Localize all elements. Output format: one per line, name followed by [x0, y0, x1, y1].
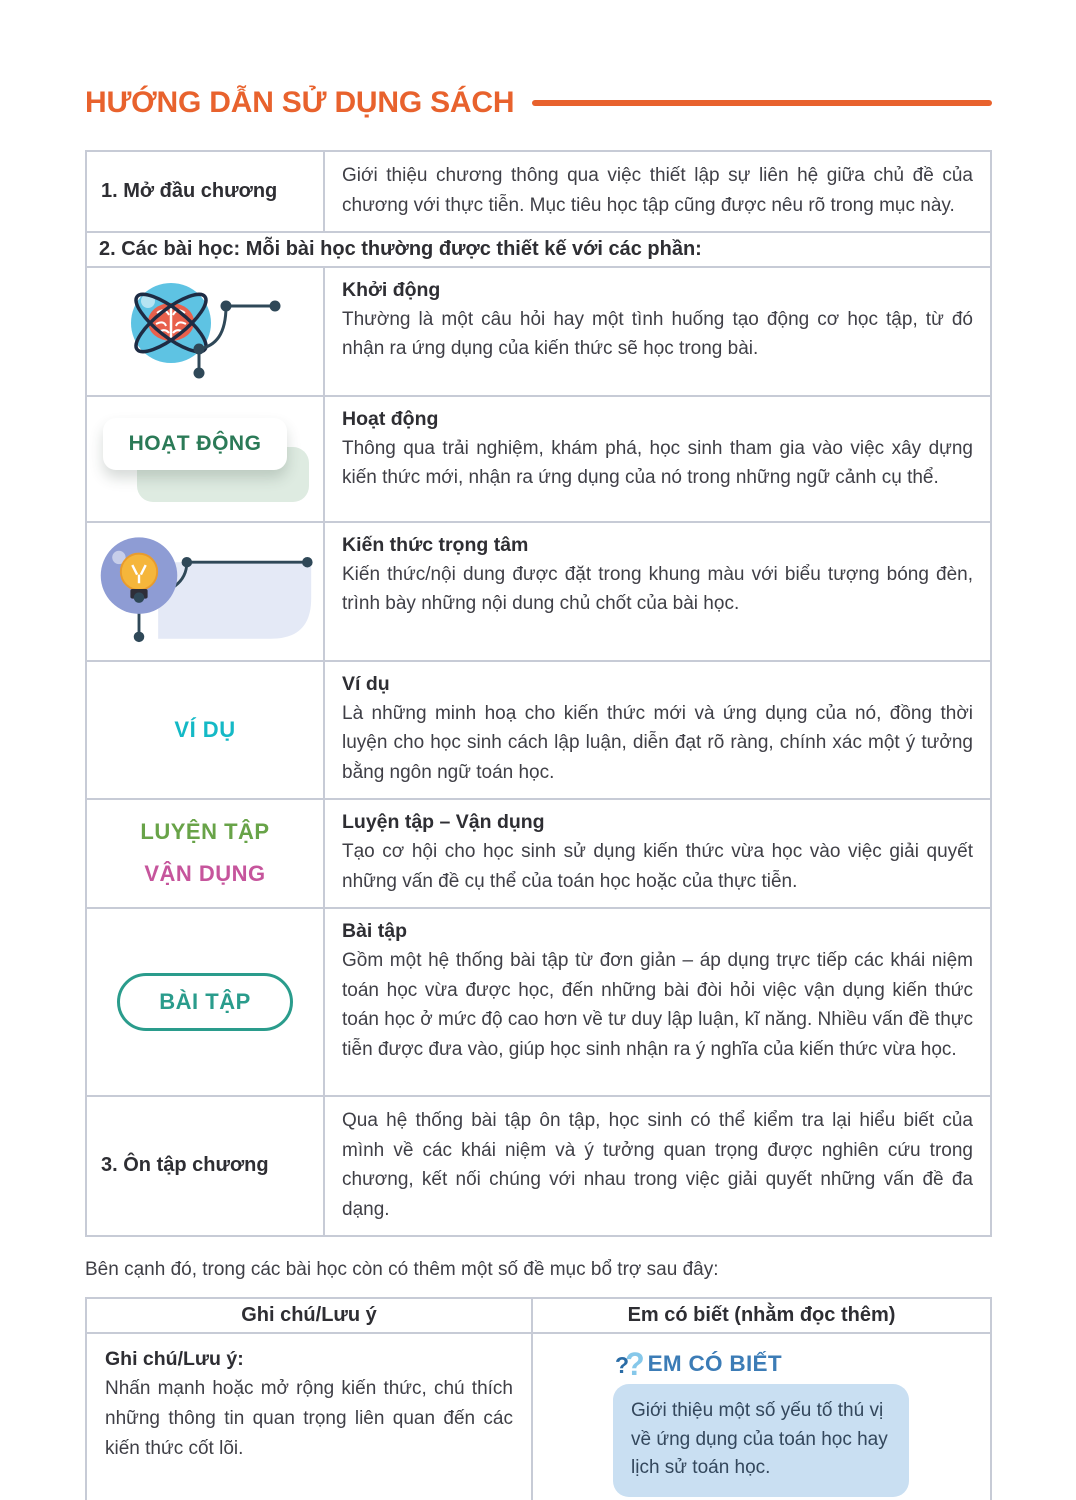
row-content: [323, 397, 990, 521]
ghi-chu-cell: [87, 1334, 531, 1500]
lightbulb-icon: [95, 531, 315, 652]
section-heading: Ví dụ: [342, 672, 390, 695]
row-icon-cell: [87, 397, 323, 521]
em-co-biet-title: EM CÓ BIẾT: [647, 1351, 782, 1377]
section-heading: Khởi động: [342, 278, 441, 301]
row-content: [323, 662, 990, 798]
table-row-lessons-header: [87, 231, 990, 266]
row-content: [323, 1097, 990, 1235]
section-heading: Luyện tập – Vận dụng: [342, 811, 545, 834]
question-mark-dark-icon: ?: [615, 1352, 630, 1379]
table-row-on-tap-chuong: [87, 1095, 990, 1235]
table-row-hoat-dong: [87, 395, 990, 521]
table-row-luyen-tap-van-dung: [87, 798, 990, 907]
table-row-chapter-opening: [87, 152, 990, 231]
extras-header-right: Em có biết (nhằm đọc thêm): [531, 1299, 990, 1332]
badge-label: HOẠT ĐỘNG: [103, 418, 287, 470]
table-row-kien-thuc-trong-tam: [87, 521, 990, 660]
section-text: Thông qua trải nghiệm, khám phá, học sinh tham gia vào việc xây dựng kiến thức mới, nhận ra ứng dụng của nó trong những ngữ cảnh cụ thể.: [342, 437, 973, 489]
section-text: Thường là một câu hỏi hay một tình huống tạo động cơ học tập, từ đó nhận ra ứng dụng của kiến thức sẽ học trong bài.: [342, 308, 973, 360]
section-heading: Hoạt động: [342, 407, 439, 430]
extras-header-left: Ghi chú/Lưu ý: [241, 1304, 377, 1327]
row-icon-cell: [87, 268, 323, 395]
between-paragraph: Bên cạnh đó, trong các bài học còn có thêm một số đề mục bổ trợ sau đây:: [85, 1259, 719, 1281]
row-content: [323, 523, 990, 660]
extras-body-row: [87, 1332, 990, 1500]
row-icon-cell: [87, 523, 323, 660]
ghi-chu-heading: Ghi chú/Lưu ý:: [105, 1348, 244, 1371]
row-icon-cell: [87, 662, 323, 798]
row-content: [323, 268, 990, 395]
table-row-khoi-dong: [87, 266, 990, 395]
hoat-dong-badge: [99, 416, 311, 504]
extras-header-row: [87, 1299, 990, 1332]
section-text: Kiến thức/nội dung được đặt trong khung màu với biểu tượng bóng đèn, trình bày những nội dung chủ chốt của bài học.: [342, 563, 973, 615]
section-heading: Bài tập: [342, 919, 408, 942]
ghi-chu-text: Nhấn mạnh hoặc mở rộng kiến thức, chú thích những thông tin quan trọng liên quan đến các kiến thức cốt lõi.: [105, 1378, 513, 1459]
section-text: Gồm một hệ thống bài tập từ đơn giản – áp dụng trực tiếp các khái niệm toán học vừa được học, đến những bài đòi hỏi việc vận dụng kiến thức toán học ở mức độ cao hơn về tư duy lập luận, kĩ năng. Nhiều vấn đề thực tiễn được đưa vào, giúp học sinh nhận ra ý nghĩa của kiến thức vừa học.: [342, 949, 973, 1061]
row-content: [323, 152, 990, 231]
section-heading: Kiến thức trọng tâm: [342, 533, 529, 556]
bai-tap-pill-badge: BÀI TẬP: [117, 973, 293, 1031]
row-content: [323, 800, 990, 907]
page-header: [85, 86, 992, 120]
van-dung-wordmark: VẬN DỤNG: [144, 861, 266, 887]
row-icon-cell: [87, 909, 323, 1095]
row-content: [323, 909, 990, 1095]
brain-atom-icon: [119, 276, 291, 387]
table-row-vi-du: [87, 660, 990, 798]
row-label: 3. Ôn tập chương: [101, 1154, 269, 1177]
luyen-tap-wordmark: LUYỆN TẬP: [140, 819, 270, 845]
section-text: Tạo cơ hội cho học sinh sử dụng kiến thức vừa học vào việc giải quyết những vấn đề cụ thể của toán học hoặc của thực tiễn.: [342, 841, 973, 892]
row-label: 1. Mở đầu chương: [101, 179, 278, 202]
title-rule: [532, 100, 992, 106]
extras-table: [85, 1297, 992, 1500]
em-co-biet-callout-box: Giới thiệu một số yếu tố thú vị về ứng dụng của toán học hay lịch sử toán học.: [613, 1384, 909, 1497]
table-row-bai-tap: [87, 907, 990, 1095]
vi-du-wordmark: VÍ DỤ: [174, 716, 236, 742]
row-text: Qua hệ thống bài tập ôn tập, học sinh có thể kiểm tra lại hiểu biết của mình về các khái niệm và ý tưởng quan trọng được nghiên cứu trong chương, kết nối chúng với nhau trong việc giải quyết những vấn đề đa dạng.: [342, 1109, 973, 1221]
section-text: Là những minh hoạ cho kiến thức mới và ứng dụng của nó, đồng thời luyện cho học sinh cách lập luận, diễn đạt rõ ràng, chính xác một ý tưởng bằng ngôn ngữ toán học.: [342, 702, 973, 784]
question-mark-light-icon: ?: [625, 1346, 645, 1383]
page-title: HƯỚNG DẪN SỬ DỤNG SÁCH: [85, 86, 515, 119]
row-text: Giới thiệu chương thông qua việc thiết lập sự liên hệ giữa chủ đề của chương với thực tiễn. Mục tiêu học tập cũng được nêu rõ trong mục này.: [342, 165, 973, 216]
guide-table: [85, 150, 992, 1237]
em-co-biet-header: [615, 1346, 972, 1383]
row-label: 2. Các bài học: Mỗi bài học thường được thiết kế với các phần:: [99, 237, 702, 260]
row-icon-cell: [87, 800, 323, 907]
em-co-biet-cell: [531, 1334, 990, 1500]
